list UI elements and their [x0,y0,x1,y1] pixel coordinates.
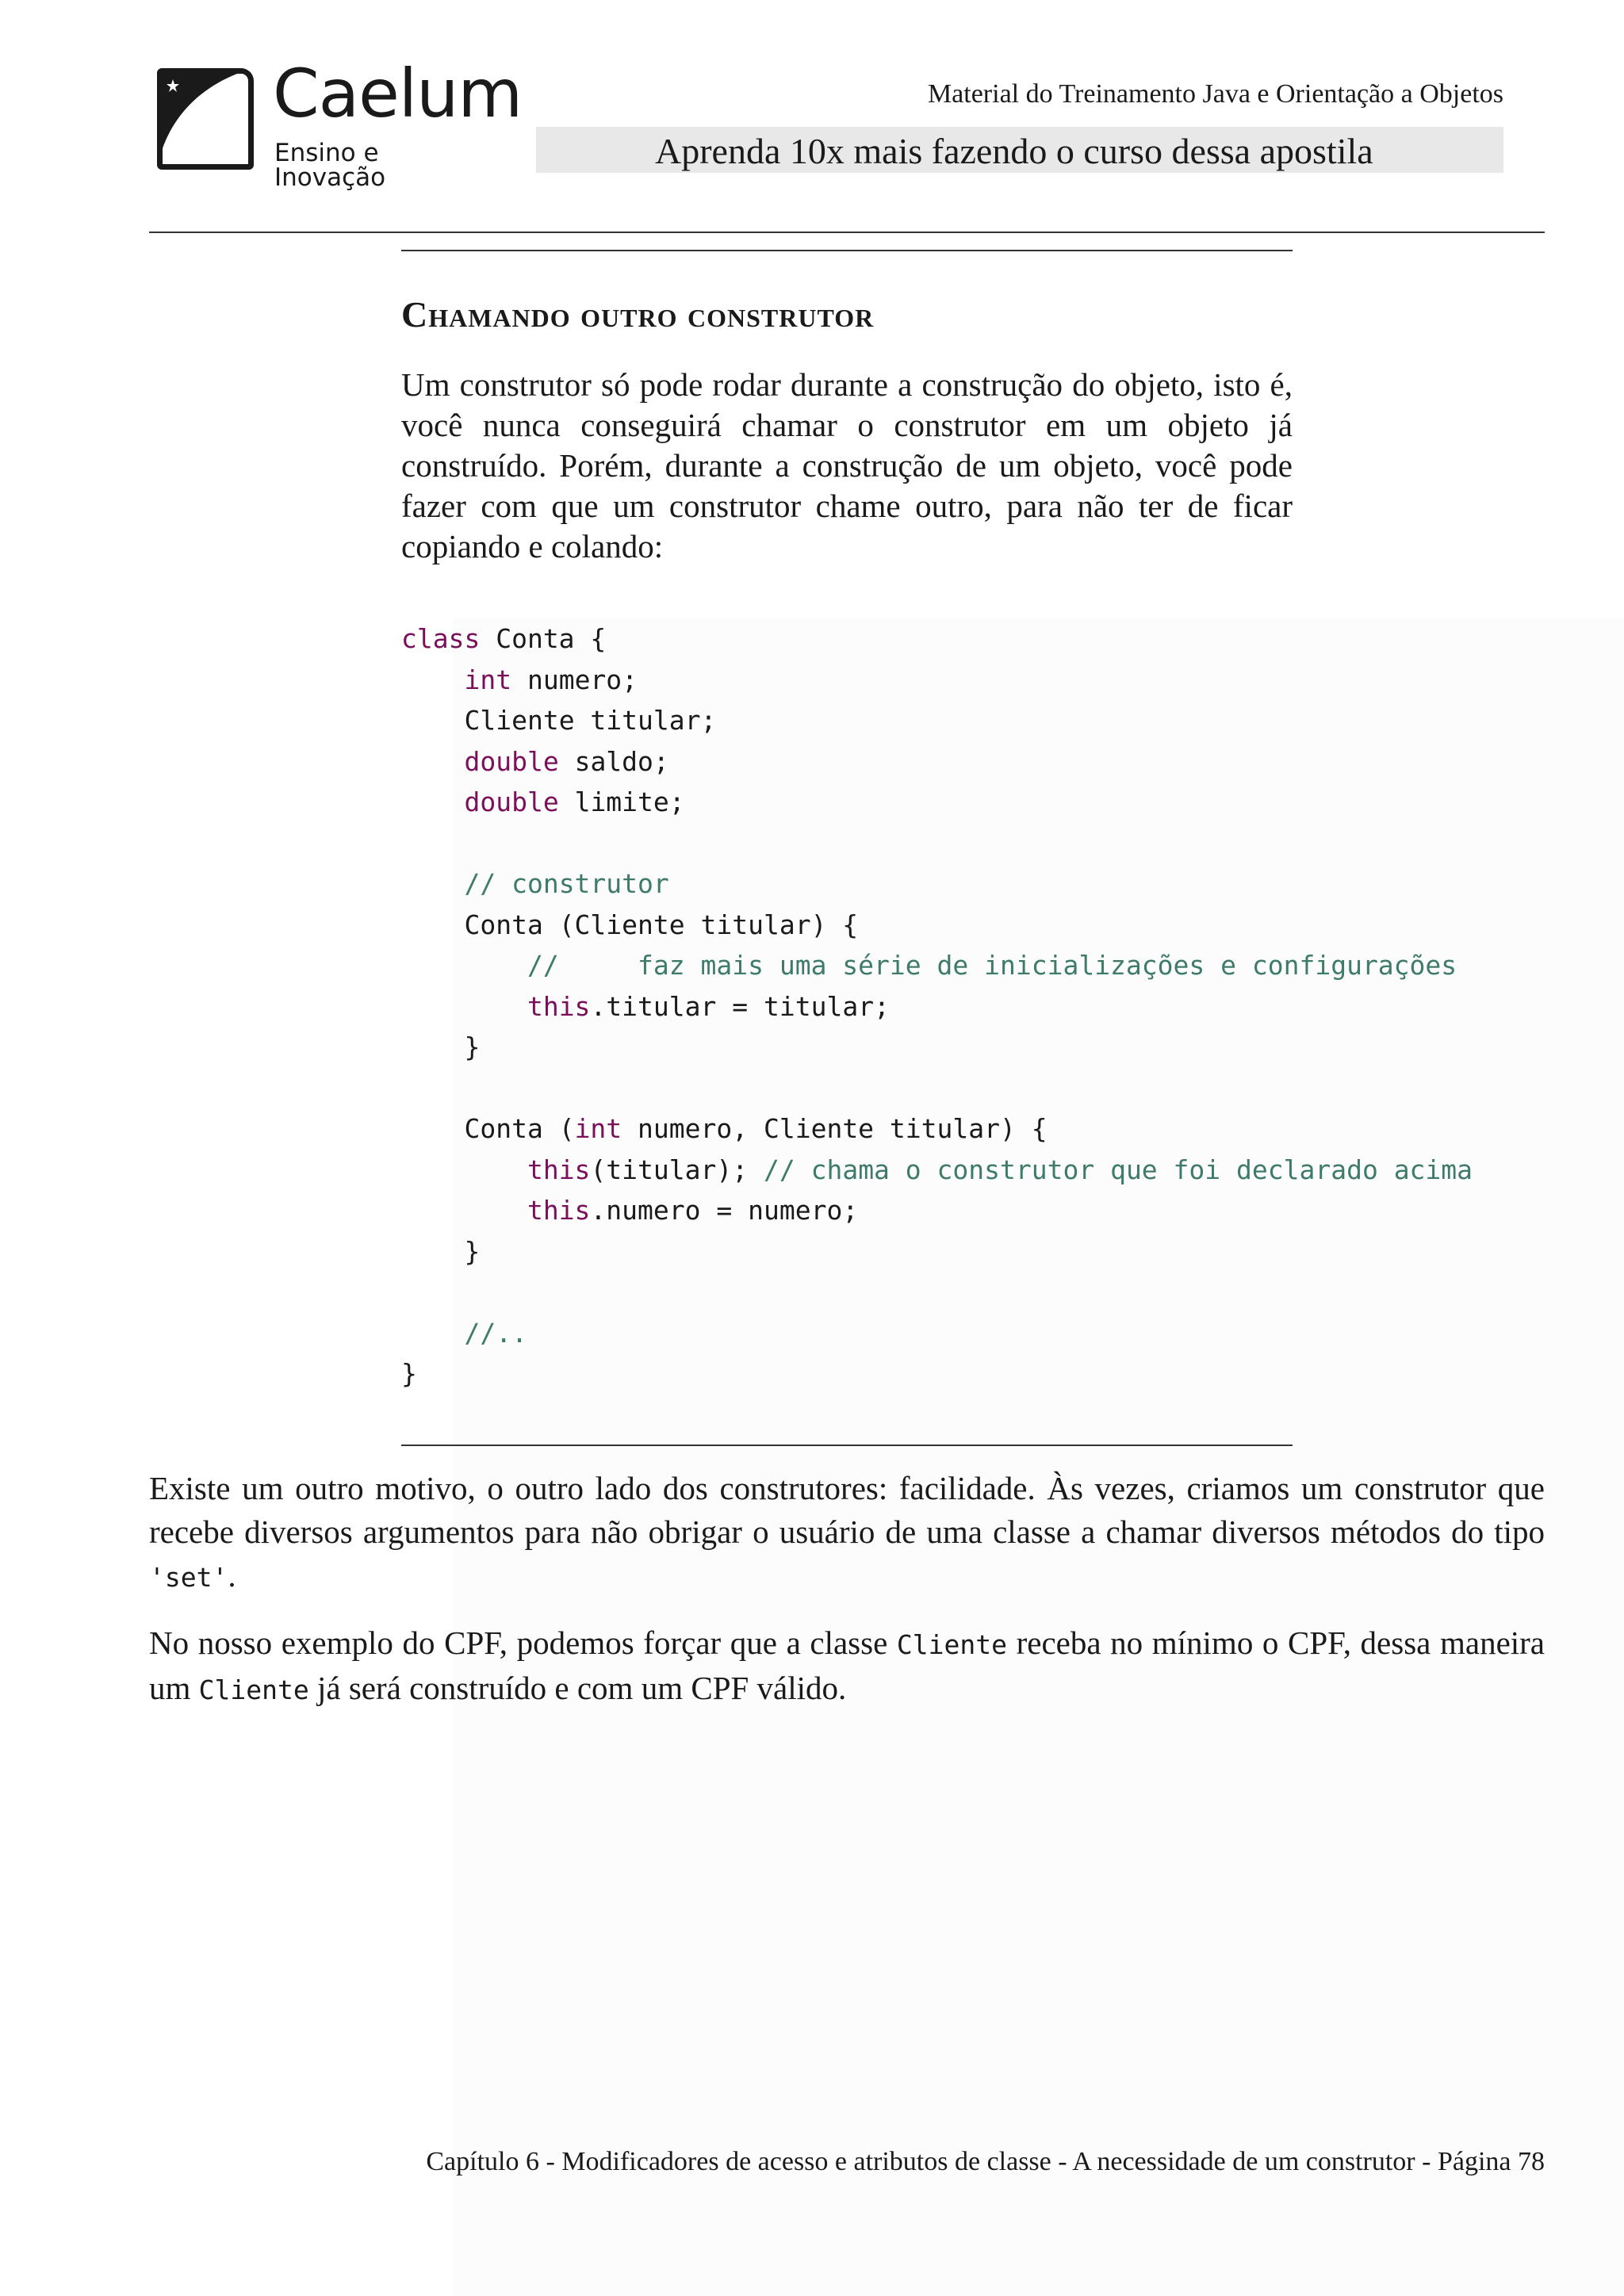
logo-mark-icon [157,68,254,170]
code-block [401,618,1473,1395]
material-title: Material do Treinamento Java e Orientação a Objetos [927,79,1503,109]
box-paragraph: Um construtor só pode rodar durante a construção do objeto, isto é, você nunca conseguirá chamar o construtor em um objeto já construído. Porém, durante a construção de um objeto, você pode fazer com que um construtor chame outro, para não ter de ficar copiando e colando: [401,366,1293,564]
code-line: this.numero = numero; [527,1195,859,1226]
box-top-rule [401,250,1293,251]
code-line: double saldo; [464,745,669,777]
box-title: Chamando outro construtor [401,294,875,335]
code-line: double limite; [464,786,685,817]
code-line: int numero; [464,664,638,695]
logo-tagline: Ensino e Inovação [274,139,386,192]
body-paragraph-1: Existe um outro motivo, o outro lado dos construtores: facilidade. Às vezes, criamos um construtor que recebe diversos argumentos para não obrigar o usuário de uma classe a chamar diversos métodos do tipo 'set'. [149,1470,1545,1594]
course-banner-text: Aprenda 10x mais fazendo o curso dessa apostila [655,131,1373,171]
code-line: Conta (int numero, Cliente titular) { [464,1113,1048,1144]
caelum-logo [157,55,523,192]
code-line: this.titular = titular; [527,990,890,1022]
code-comment: //.. [464,1317,527,1349]
code-line: } [464,1235,481,1267]
logo-name: Caelum [273,55,523,132]
header-divider [149,232,1545,233]
code-line: } [464,1031,481,1062]
body-paragraph-2: No nosso exemplo do CPF, podemos forçar que a classe Cliente receba no mínimo o CPF, dessa maneira um Cliente já será construído e com um CPF válido. [149,1624,1545,1706]
code-comment: // construtor [464,868,669,899]
code-line: class Conta { [401,623,607,654]
box-bottom-rule [401,1445,1293,1446]
code-line: this(titular); // chama o construtor que foi declarado acima [527,1154,1473,1185]
page-footer: Capítulo 6 - Modificadores de acesso e atributos de classe - A necessidade de um construtor - Página 78 [426,2147,1545,2176]
code-comment: // faz mais uma série de inicializações e configurações [527,950,1457,981]
course-banner[interactable] [536,127,1503,173]
code-line: Conta (Cliente titular) { [464,909,859,940]
code-line: Cliente titular; [464,705,717,736]
code-line: } [401,1358,417,1389]
